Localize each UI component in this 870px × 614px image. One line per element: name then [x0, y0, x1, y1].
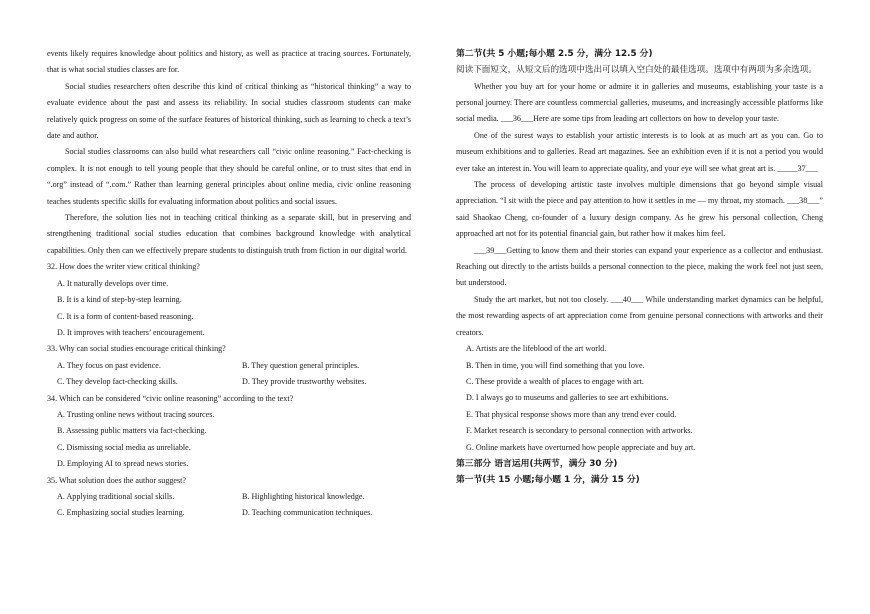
answer-option: B. It is a kind of step-by-step learning.	[57, 295, 182, 305]
gap-option: B. Then in time, you will find something that you love.	[466, 360, 645, 370]
section-instruction: 阅读下面短文，从短文后的选项中选出可以填入空白处的最佳选项。选项中有两项为多余选项。	[456, 65, 817, 76]
passage-paragraph: Study the art market, but not too closely. ___40___ While understanding market dynamics can be helpful, the most rewarding aspects of art appreciation come from genuine personal connections with artworks and their creators.	[456, 294, 823, 337]
answer-option: B. Assessing public matters via fact-checking.	[57, 426, 207, 436]
answer-option: C. They develop fact-checking skills.	[57, 377, 178, 387]
passage-paragraph: Social studies researchers often describe this kind of critical thinking as “historical thinking” a way to evaluate evidence about the past and assess its reliability. In social studies classroom students can make relatively quick progress on some of the surface features of historical thinking, such as learning to check a text’s date and author.	[47, 81, 411, 141]
answer-option: B. Highlighting historical knowledge.	[242, 491, 365, 501]
answer-option: A. They focus on past evidence.	[57, 360, 161, 370]
answer-option: D. They provide trustworthy websites.	[242, 377, 367, 387]
gap-fill-options	[456, 341, 823, 456]
passage-paragraph: events likely requires knowledge about politics and history, as well as practice at tracing sources. Fortunately, that is what social studies classes are for.	[47, 49, 411, 75]
answer-option: C. Emphasizing social studies learning.	[57, 508, 185, 518]
answer-option-row	[47, 489, 411, 505]
answer-option: C. Dismissing social media as unreliable.	[57, 442, 191, 452]
answer-option: D. Employing AI to spread news stories.	[57, 459, 189, 469]
answer-option: D. Teaching communication techniques.	[242, 508, 373, 518]
answer-option-row	[47, 505, 411, 521]
question-34	[47, 391, 411, 473]
passage-paragraph: Whether you buy art for your home or admire it in galleries and museums, establishing your taste is a personal journey. There are countless commercial galleries, museums, and increasingly accessible platforms like social media. ___36___Here are some tips from leading art collectors on how to develop your taste.	[456, 81, 823, 124]
question-32	[47, 259, 411, 341]
part-title: 第三部分 语言运用(共两节，满分 30 分)	[456, 458, 618, 469]
passage-paragraph: One of the surest ways to establish your artistic interests is to look at as much art as you can. Go to museum exhibitions and to galleries. Read art magazines. See an exhibition even if it is not a period you would ever take an interest in. You will learn to appreciate quality, and your eye will see what great art is. _____37___	[456, 130, 823, 173]
gap-option: A. Artists are the lifeblood of the art world.	[466, 344, 607, 354]
gap-option: C. These provide a wealth of places to engage with art.	[466, 376, 644, 386]
question-stem: 35. What solution does the author suggest?	[47, 475, 186, 485]
passage-paragraph: Social studies classrooms can also build what researchers call “civic online reasoning.” Fact-checking is complex. It is not enough to tell young people that they should be careful online, or to trust sites that end in “.org” instead of “.com.” Rather than learning general principles about online media, civic online reasoning teaches students specific skills for evaluating information about politics and social issues.	[47, 147, 411, 206]
answer-option: A. Trusting online news without tracing sources.	[57, 409, 215, 419]
answer-option-row	[47, 374, 411, 390]
section-title: 第一节(共 15 小题;每小题 1 分，满分 15 分)	[456, 475, 640, 486]
question-stem: 34. Which can be considered “civic online reasoning” according to the text?	[47, 393, 294, 403]
gap-option: F. Market research is secondary to personal connection with artworks.	[466, 426, 693, 436]
passage-paragraph: ___39___Getting to know them and their stories can expand your experience as a collector and enthusiast. Reaching out directly to the artists builds a personal connection to the piece, making the work feel not just seen, but understood.	[456, 245, 823, 288]
answer-option: A. Applying traditional social skills.	[57, 491, 175, 501]
gap-option: E. That physical response shows more than any trend ever could.	[466, 409, 677, 419]
section-title: 第二节(共 5 小题;每小题 2.5 分，满分 12.5 分)	[456, 49, 653, 59]
answer-option: D. It improves with teachers’ encouragement.	[57, 327, 205, 337]
answer-option-row	[47, 358, 411, 374]
gap-option: D. I always go to museums and galleries to see art exhibitions.	[466, 393, 669, 403]
gap-option: G. Online markets have overturned how people appreciate and buy art.	[466, 442, 696, 452]
passage-paragraph: Therefore, the solution lies not in teaching critical thinking as a separate skill, but in preserving and strengthening traditional social studies education that combines background knowledge with analytical capabilities. Only then can we effectively prepare students to distinguish truth from fiction in our digital world.	[47, 213, 411, 255]
question-33	[47, 341, 411, 390]
question-stem: 33. Why can social studies encourage critical thinking?	[47, 344, 226, 354]
question-stem: 32. How does the writer view critical thinking?	[47, 262, 200, 272]
left-column	[47, 46, 411, 522]
answer-option: B. They question general principles.	[242, 360, 360, 370]
right-column	[456, 46, 823, 489]
answer-option: C. It is a form of content-based reasoning.	[57, 311, 194, 321]
answer-option: A. It naturally develops over time.	[57, 278, 169, 288]
passage-paragraph: The process of developing artistic taste involves multiple dimensions that go beyond simple visual appreciation. “I sit with the piece and pay attention to how it settles in me — my throat, my stomach. ___38___” said Shaokao Cheng, co-founder of a luxury design company. As he grew his personal collection, Cheng approached art not for its potential financial gain, but rather how it makes him feel.	[456, 180, 823, 239]
question-35	[47, 473, 411, 522]
